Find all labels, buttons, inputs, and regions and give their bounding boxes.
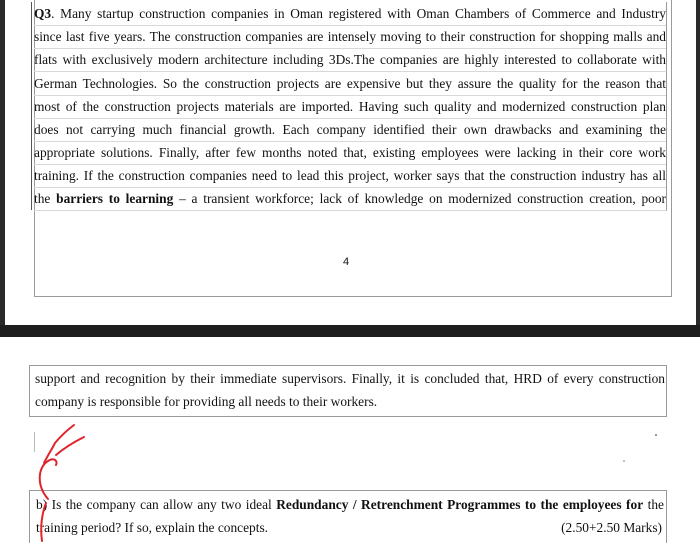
question-b-line-1 bbox=[36, 494, 664, 516]
page-edge-right bbox=[696, 0, 700, 325]
question-left-rule bbox=[31, 2, 32, 210]
q3-line-6: does not carrying much financial growth. Each company identified their own drawbacks and examining the bbox=[34, 118, 667, 142]
continuation-line-2: company is responsible for providing all needs to their workers. bbox=[35, 394, 378, 409]
speck bbox=[655, 434, 657, 436]
question-b-line-2: training period? If so, explain the concepts. bbox=[36, 520, 269, 535]
q3-line-1-text: . Many startup construction companies in Oman registered with Oman Chambers of Commerce and Industry bbox=[51, 6, 666, 21]
question-b-text-prefix: Is the company can allow any two ideal bbox=[47, 497, 277, 512]
q3-line-4: German Technologies. So the construction projects are expensive but they assure the quality for the reason that bbox=[34, 72, 667, 96]
q3-label: Q3 bbox=[34, 6, 52, 21]
q3-line-2: since last five years. The construction companies are intensely moving to their construction for shopping malls and bbox=[34, 25, 667, 49]
question-b-label: b) bbox=[36, 497, 48, 512]
q3-line-8: training. If the construction companies need to lead this project, worker says that the construction industry has all bbox=[34, 164, 667, 188]
continuation-line-1: support and recognition by their immediate supervisors. Finally, it is concluded that, HRD of every construction bbox=[35, 371, 665, 386]
page-gap bbox=[0, 325, 700, 337]
q3-line-3: flats with exclusively modern architecture including 3Ds.The companies are highly interested to collaborate with bbox=[34, 48, 667, 72]
q3-line-1 bbox=[34, 2, 667, 26]
barriers-to-learning-term: barriers to learning bbox=[56, 191, 174, 206]
q3-line-9 bbox=[34, 187, 667, 211]
q3-line-7: appropriate solutions. Finally, after few months noted that, existing employees were lacking in their core work bbox=[34, 141, 667, 165]
document-page-bottom bbox=[0, 337, 700, 543]
q3-line-9-suffix: – a transient workforce; lack of knowledge on modernized construction creation, poor bbox=[173, 191, 666, 206]
question-b-bold-term: Redundancy / Retrenchment Programmes to the employees for bbox=[276, 497, 644, 512]
marks-allocation: (2.50+2.50 Marks) bbox=[561, 520, 662, 535]
speck bbox=[623, 460, 625, 462]
q3-line-5: most of the construction projects materials are imported. Having such quality and modernized construction plan bbox=[34, 95, 667, 119]
faint-mark bbox=[34, 432, 35, 452]
q3-line-9-prefix: the bbox=[34, 191, 57, 206]
question-b-text-suffix: the bbox=[643, 497, 664, 512]
page-number: 4 bbox=[343, 256, 350, 268]
red-checkmark-icon bbox=[44, 425, 84, 463]
